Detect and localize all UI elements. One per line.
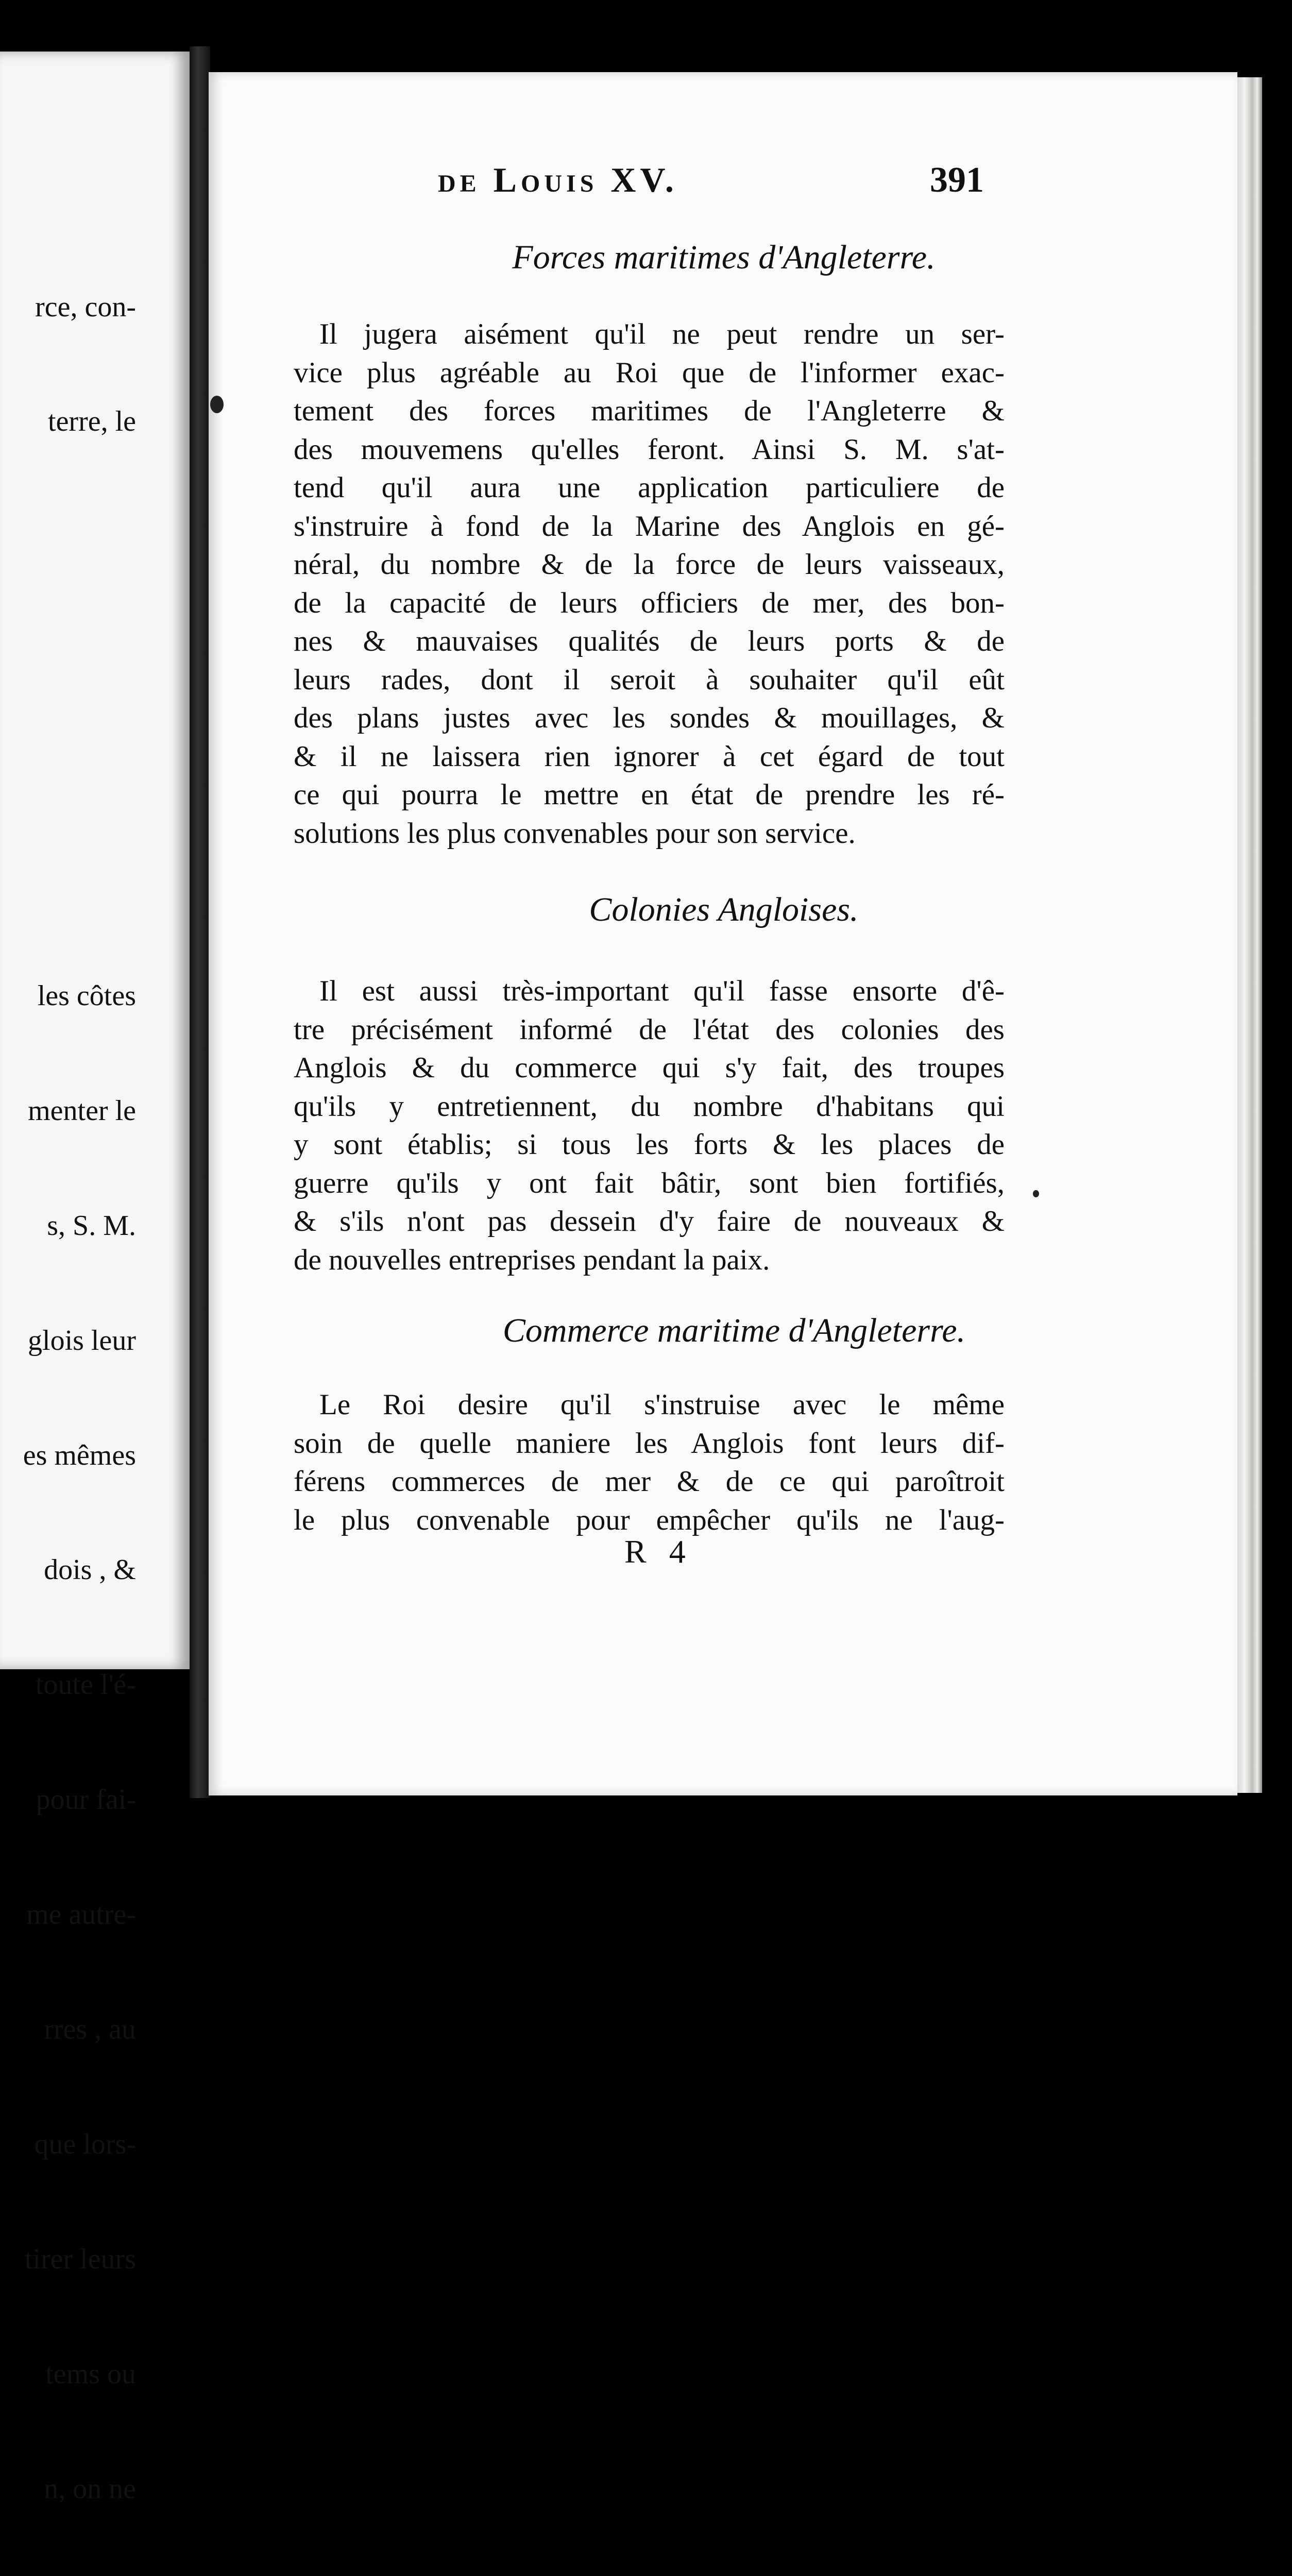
facing-line: n, on ne — [44, 2472, 136, 2505]
text-line: nes & mauvaises qualités de leurs ports & de — [294, 625, 1005, 657]
facing-line: rres , au — [44, 2013, 136, 2045]
text-line: Anglois & du commerce qui s'y fait, des troupes — [294, 1052, 1005, 1084]
text-line: guerre qu'ils y ont fait bâtir, sont bien fortifiés, — [294, 1166, 1005, 1199]
text-line: de la capacité de leurs officiers de mer, des bon- — [294, 586, 1005, 619]
section-body — [294, 1386, 1005, 1539]
facing-line: les côtes — [37, 979, 136, 1012]
facing-line: es mêmes — [23, 1439, 136, 1471]
facing-page — [0, 52, 190, 2505]
text-line: des mouvemens qu'elles feront. Ainsi S. M. s'at- — [294, 433, 1005, 466]
text-line: solutions les plus convenables pour son service. — [294, 817, 856, 850]
text-line: néral, du nombre & de la force de leurs vaisseaux, — [294, 548, 1005, 581]
facing-line — [0, 632, 136, 670]
facing-line: terre, le — [48, 405, 136, 438]
facing-line: menter le — [28, 1094, 136, 1127]
facing-line: s, S. M. — [47, 1209, 136, 1242]
ink-speck — [1033, 1190, 1039, 1197]
text-line: férens commerces de mer & de ce qui paroîtroit — [294, 1465, 1005, 1498]
facing-line: dois , & — [44, 1554, 136, 1586]
text-line: le plus convenable pour empêcher qu'ils ne l'aug- — [294, 1503, 1005, 1536]
section-title: Forces maritimes d'Angleterre. — [512, 239, 936, 276]
running-head — [222, 160, 1046, 211]
section-body — [294, 315, 1005, 853]
facing-page-text — [0, 211, 136, 2576]
running-title: de Louis XV. — [438, 160, 678, 199]
text-line: Il jugera aisément qu'il ne peut rendre un ser- — [319, 318, 1005, 350]
text-line: ce qui pourra le mettre en état de prendre les ré- — [294, 778, 1005, 811]
page-edge — [1237, 77, 1262, 1793]
text-line: de nouvelles entreprises pendant la paix. — [294, 1243, 770, 1276]
ink-speck — [210, 396, 224, 413]
book-gutter — [190, 46, 210, 1798]
text-line: leurs rades, dont il seroit à souhaiter qu'il eût — [294, 663, 1005, 696]
text-line: tre précisément informé de l'état des colonies des — [294, 1013, 1005, 1046]
text-line: & s'ils n'ont pas dessein d'y faire de nouveaux & — [294, 1205, 1005, 1238]
facing-line — [0, 517, 136, 555]
facing-line: toute l'é- — [35, 1669, 136, 1701]
facing-line: glois leur — [28, 1324, 136, 1357]
facing-line: pour fai- — [36, 1784, 136, 1816]
facing-line: tems ou — [45, 2358, 136, 2390]
signature-mark: R 4 — [624, 1533, 693, 1570]
text-line: qu'ils y entretiennent, du nombre d'habitans qui — [294, 1090, 1005, 1123]
facing-line — [0, 862, 136, 900]
text-line: Le Roi desire qu'il s'instruise avec le même — [319, 1388, 1005, 1421]
section-body — [294, 972, 1005, 1279]
facing-line — [0, 747, 136, 785]
text-line: tement des forces maritimes de l'Angleterre & — [294, 395, 1005, 427]
text-line: Il est aussi très-important qu'il fasse ensorte d'ê- — [319, 975, 1005, 1007]
facing-line: que lors- — [34, 2128, 136, 2160]
text-line: des plans justes avec les sondes & mouillages, & — [294, 702, 1005, 734]
text-line: y sont établis; si tous les forts & les places de — [294, 1128, 1005, 1161]
text-line: tend qu'il aura une application particuliere de — [294, 471, 1005, 504]
text-line: vice plus agréable au Roi que de l'informer exac- — [294, 356, 1005, 389]
facing-line: me autre- — [26, 1899, 136, 1931]
text-line: s'instruire à fond de la Marine des Anglois en gé- — [294, 510, 1005, 543]
facing-line: tirer leurs — [24, 2243, 136, 2275]
page-number: 391 — [930, 160, 984, 200]
facing-line: rce, con- — [35, 291, 136, 323]
text-line: soin de quelle maniere les Anglois font leurs dif- — [294, 1427, 1005, 1460]
section-title: Colonies Angloises. — [589, 891, 859, 928]
text-line: & il ne laissera rien ignorer à cet égard de tout — [294, 740, 1005, 773]
section-title: Commerce maritime d'Angleterre. — [502, 1312, 966, 1349]
